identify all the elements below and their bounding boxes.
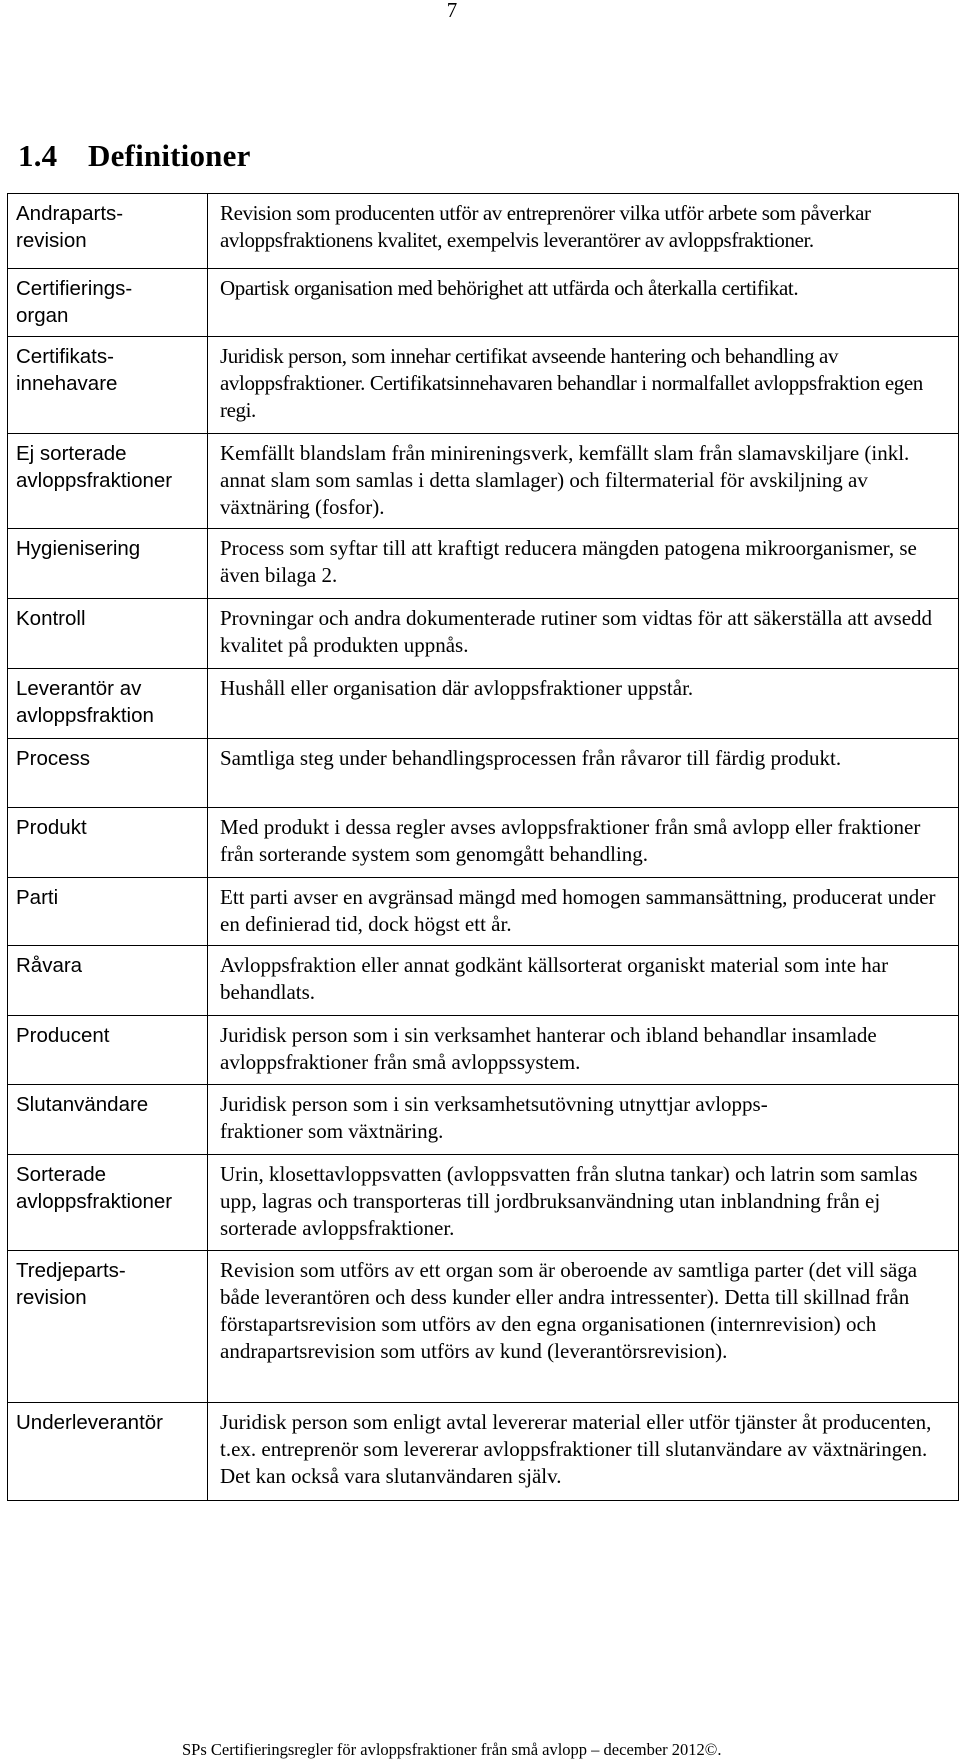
- term-cell: [8, 337, 208, 434]
- definition: Med produkt i dessa regler avses avloppsfraktioner från små avlopp eller fraktioner från sorterande system som genomgått behandling.: [220, 815, 921, 866]
- term-cell: [8, 1016, 208, 1085]
- definition-cell: [208, 1085, 959, 1155]
- term: Slutanvändare: [16, 1093, 149, 1116]
- definition: Revision som producenten utför av entreprenörer vilka utför arbete som påverkar avloppsfraktionens kvalitet, exempelvis leverantörer av avloppsfraktioner.: [220, 201, 871, 252]
- definition-cell: [208, 434, 959, 529]
- term-cell: [8, 1403, 208, 1501]
- definition: Provningar och andra dokumenterade rutiner som vidtas för att säkerställa att avsedd kvalitet på produkten uppnås.: [220, 606, 933, 657]
- term-cell: [8, 1251, 208, 1403]
- definition: Avloppsfraktion eller annat godkänt källsorterat organiskt material som inte har behandlats.: [220, 953, 889, 1004]
- definition-cell: [208, 1155, 959, 1251]
- term-cell: [8, 669, 208, 739]
- term: Kontroll: [16, 607, 86, 630]
- definition: Opartisk organisation med behörighet att utfärda och återkalla certifikat.: [220, 276, 799, 300]
- definition-cell: [208, 529, 959, 599]
- definition: Revision som utförs av ett organ som är oberoende av samtliga parter (det vill säga både leverantören och dess kunder eller andra intressenter). Detta till skillnad från förstapartsrevision som utförs av den egna organisationen (internrevision) och andrapartsrevision som utförs av kund (leverantörsrevision).: [220, 1258, 918, 1363]
- definition-cell: [208, 1251, 959, 1403]
- term-cell: [8, 946, 208, 1016]
- page-number: 7: [446, 0, 458, 22]
- term-cell: [8, 739, 208, 808]
- term-cell: [8, 808, 208, 878]
- definition: Urin, klosettavloppsvatten (avloppsvatten från slutna tankar) och latrin som samlas upp, lagras och transporteras till jordbruksanvändning utan inblandning från ej sorterade avloppsfraktioner.: [220, 1162, 918, 1240]
- term: Hygienisering: [16, 537, 141, 560]
- term-cell: [8, 434, 208, 529]
- definition-cell: [208, 599, 959, 669]
- table-row: [8, 1251, 959, 1403]
- definition: Hushåll eller organisation där avloppsfraktioner uppstår.: [220, 676, 694, 700]
- definition-cell: [208, 337, 959, 434]
- section-heading: [18, 138, 251, 174]
- table-row: [8, 434, 959, 529]
- definition-cell: [208, 878, 959, 946]
- definition: Juridisk person som enligt avtal levererar material eller utför tjänster åt producenten, t.ex. entreprenör som levererar avloppsfraktioner till slutanvändare av växtnäringen. Det kan också vara slutanvändaren själv.: [220, 1410, 932, 1488]
- table-row: [8, 269, 959, 337]
- term-cell: [8, 878, 208, 946]
- term-cell: [8, 599, 208, 669]
- term-cell: [8, 1155, 208, 1251]
- term-cell: [8, 194, 208, 269]
- term: Process: [16, 747, 91, 770]
- term: Ej sorterade avloppsfraktioner: [16, 442, 173, 492]
- section-title: Definitioner: [88, 138, 251, 173]
- table-row: [8, 337, 959, 434]
- page-footer: SPs Certifieringsregler för avloppsfraktioner från små avlopp – december 2012©.: [182, 1740, 722, 1759]
- definition-cell: [208, 269, 959, 337]
- term: Leverantör av avloppsfraktion: [16, 677, 154, 727]
- definition: Kemfällt blandslam från minireningsverk, kemfällt slam från slamavskiljare (inkl. annat slam som samlas i detta slamlager) och filtermaterial för avskiljning av växtnäring (fosfor).: [220, 441, 910, 519]
- table-row: [8, 1155, 959, 1251]
- definition-cell: [208, 739, 959, 808]
- definition: Process som syftar till att kraftigt reducera mängden patogena mikroorganismer, se även bilaga 2.: [220, 536, 917, 587]
- definition: Juridisk person som i sin verksamhetsutövning utnyttjar avlopps- fraktioner som växtnäring.: [220, 1092, 768, 1143]
- term: Underleverantör: [16, 1411, 163, 1434]
- definition: Ett parti avser en avgränsad mängd med homogen sammansättning, producerat under en definierad tid, dock högst ett år.: [220, 885, 936, 936]
- definition: Samtliga steg under behandlingsprocessen från råvaror till färdig produkt.: [220, 746, 842, 770]
- term: Andraparts- revision: [16, 202, 124, 252]
- definition-cell: [208, 1016, 959, 1085]
- table-row: [8, 946, 959, 1016]
- table-row: [8, 1016, 959, 1085]
- term: Parti: [16, 886, 59, 909]
- term: Tredjeparts- revision: [16, 1259, 126, 1309]
- definition: Juridisk person som i sin verksamhet hanterar och ibland behandlar insamlade avloppsfraktioner från små avloppssystem.: [220, 1023, 877, 1074]
- term-cell: [8, 269, 208, 337]
- table-row: [8, 1403, 959, 1501]
- definition-cell: [208, 669, 959, 739]
- term: Producent: [16, 1024, 110, 1047]
- definition-cell: [208, 946, 959, 1016]
- term: Produkt: [16, 816, 87, 839]
- definitions-table: [7, 193, 959, 1501]
- definition-cell: [208, 1403, 959, 1501]
- term: Sorterade avloppsfraktioner: [16, 1163, 173, 1213]
- term: Certifikats- innehavare: [16, 345, 118, 395]
- section-number: 1.4: [18, 138, 58, 173]
- definition: Juridisk person, som innehar certifikat avseende hantering och behandling av avloppsfraktioner. Certifikatsinnehavaren behandlar i normalfallet avloppsfraktion egen regi.: [220, 344, 923, 422]
- term: Råvara: [16, 954, 83, 977]
- table-row: [8, 808, 959, 878]
- definition-cell: [208, 808, 959, 878]
- table-row: [8, 669, 959, 739]
- table-row: [8, 599, 959, 669]
- table-row: [8, 1085, 959, 1155]
- table-row: [8, 529, 959, 599]
- table-row: [8, 878, 959, 946]
- table-row: [8, 739, 959, 808]
- term-cell: [8, 529, 208, 599]
- term: Certifierings- organ: [16, 277, 133, 327]
- term-cell: [8, 1085, 208, 1155]
- definition-cell: [208, 194, 959, 269]
- table-row: [8, 194, 959, 269]
